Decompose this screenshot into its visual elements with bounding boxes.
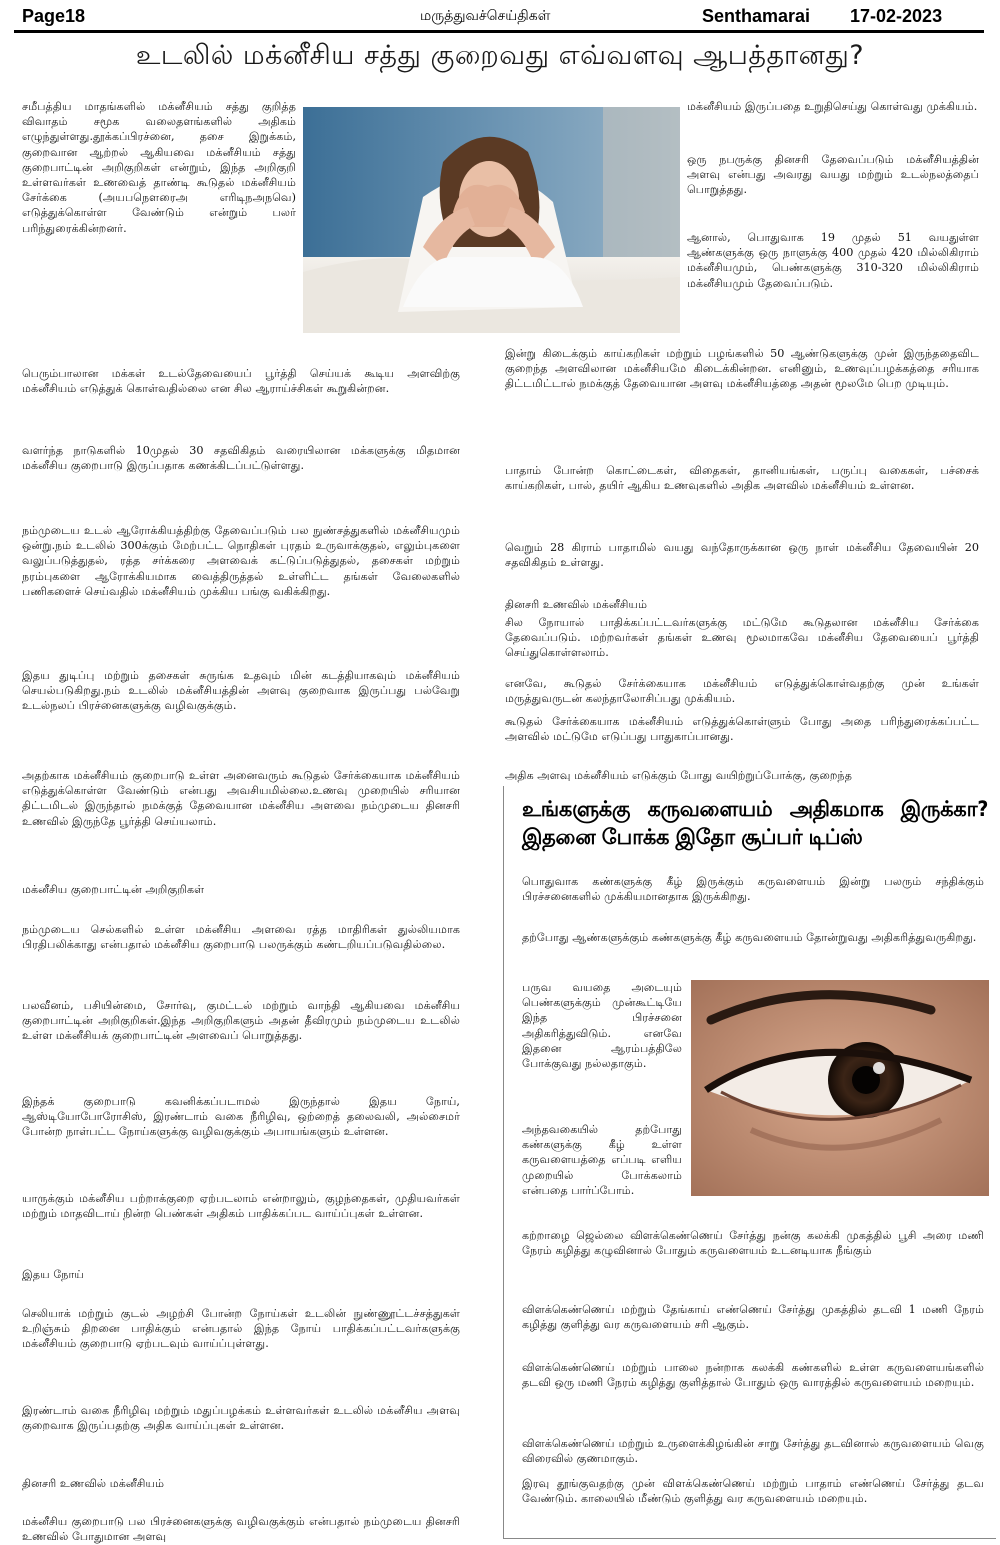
issue-date: 17-02-2023 xyxy=(850,6,943,26)
left-para-13: மக்னீசிய குறைபாடு பல பிரச்னைகளுக்கு வழிவகுக்கும் என்பதால் நம்முடைய தினசரி உணவில் போதுமான அளவு xyxy=(22,1515,460,1544)
sidebar-tip-4: விளக்கெண்ணெய் மற்றும் உருளைக்கிழங்கின் சாறு சேர்த்து தடவினால் கருவளையம் வெகு விரைவில் குணமாகும். xyxy=(522,1437,984,1466)
left-para-2: பெரும்பாலான மக்கள் உடல்தேவையைப் பூர்த்தி செய்யக் கூடிய அளவிற்கு மக்னீசியம் எடுத்துக் கொள்வதில்லை என சில ஆராய்ச்சிகள் கூறுகின்றன. xyxy=(22,367,460,396)
section-name: மருத்துவச்செய்திகள் xyxy=(420,8,551,24)
right-top-para-1: மக்னீசியம் இருப்பதை உறுதிசெய்து கொள்வது முக்கியம். xyxy=(687,100,978,113)
eye-photo xyxy=(691,980,989,1196)
left-para-9: இந்தக் குறைபாடு கவனிக்கப்படாமல் இருந்தால் இதய நோய், ஆஸ்டியோபோரோசிஸ், இரண்டாம் வகை நீரிழிவு, ஒற்றைத் தலைவலி, அல்சைமர் போன்ற நாள்பட்ட நோய்களுக்கு வழிவகுக்கும் அபாயங்களும் உள்ளன. xyxy=(22,1095,460,1139)
right-top-para-3: ஆனால், பொதுவாக 19 முதல் 51 வயதுள்ள ஆண்களுக்கு ஒரு நாளுக்கு 400 முதல் 420 மில்லிகிராம் மக்னீசியமும், பெண்களுக்கு 310-320 மில்லிகிராம் மக்னீசியமும் தேவைப்படும். xyxy=(687,231,979,290)
left-para-6: அதற்காக மக்னீசியம் குறைபாடு உள்ள அனைவரும் கூடுதல் சேர்க்கையாக மக்னீசியம் எடுத்துக்கொள்ள வேண்டும் என்பது அவசியமில்லை.உணவு முறையில் சரியான திட்டமிடல் இருந்தால் நமக்குத் தேவையான மக்னீசிய அளவை நம்முடைய தினசரி உணவில் இருந்தே பூர்த்தி செய்யலாம். xyxy=(22,769,460,828)
right-para-1: இன்று கிடைக்கும் காய்கறிகள் மற்றும் பழங்களில் 50 ஆண்டுகளுக்கு முன் இருந்ததைவிட குறைந்த அளவிலான மக்னீசியமே கிடைக்கின்றன. எனினும், உணவுப்பழக்கத்தை சரியாக திட்டமிட்டால் நமக்குத் தேவையான அளவு மக்னீசியத்தை அதன் மூலமே பெற முடியும். xyxy=(505,347,979,391)
page-header xyxy=(0,0,1000,34)
left-subhead-daily: தினசரி உணவில் மக்னீசியம் xyxy=(22,1477,165,1490)
article-headline: உடலில் மக்னீசிய சத்து குறைவது எவ்வளவு ஆபத்தானது? xyxy=(135,40,865,71)
sidebar-beside-2: அந்தவகையில் தற்போது கண்களுக்கு கீழ் உள்ள கருவளையத்தை எப்படி எளிய முறையில் போக்கலாம் என்பதை பார்ப்போம். xyxy=(522,1123,682,1197)
left-para-4: நம்முடைய உடல் ஆரோக்கியத்திற்கு தேவைப்படும் பல நுண்சத்துகளில் மக்னீசியமும் ஒன்று.நம் உடலில் 300க்கும் மேற்பட்ட நொதிகள் புரதம் உருவாக்குதல், எலும்புகளை வலுப்படுத்துதல், ரத்த சர்க்கரை அளவைக் கட்டுப்படுத்துதல், தசைகள் மற்றும் நரம்புகளை ஆரோக்கியமாக வைத்திருத்தல் உள்ளிட்ட தங்கள் வேலைகளில் பணிகளைச் செய்வதில் மக்னீசியம் முக்கிய பங்கு வகிக்கிறது. xyxy=(22,524,460,598)
right-para-6: கூடுதல் சேர்க்கையாக மக்னீசியம் எடுத்துக்கொள்ளும் போது அதை பரிந்துரைக்கப்பட்ட அளவில் மட்டுமே எடுப்பது பாதுகாப்பானது. xyxy=(505,715,979,744)
right-subhead-daily: தினசரி உணவில் மக்னீசியம் xyxy=(505,598,648,611)
left-para-10: யாருக்கும் மக்னீசிய பற்றாக்குறை ஏற்படலாம் என்றாலும், குழந்தைகள், முதியவர்கள் மற்றும் மாதவிடாய் நின்ற பெண்கள் அதிகம் பாதிக்கப்பட வாய்ப்புகள் உள்ளன. xyxy=(22,1192,460,1221)
woman-photo xyxy=(303,107,680,333)
sidebar-intro-1: பொதுவாக கண்களுக்கு கீழ் இருக்கும் கருவளையம் இன்று பலரும் சந்திக்கும் பிரச்சனைகளில் முக்கியமானதாக இருக்கிறது. xyxy=(522,875,984,904)
right-para-5: எனவே, கூடுதல் சேர்க்கையாக மக்னீசியம் எடுத்துக்கொள்வதற்கு முன் உங்கள் மருத்துவருடன் கலந்தாலோசிப்பது முக்கியம். xyxy=(505,677,979,706)
sidebar-tip-5: இரவு தூங்குவதற்கு முன் விளக்கெண்ணெய் மற்றும் பாதாம் எண்ணெய் சேர்த்து தடவ வேண்டும். காலையில் மீண்டும் குளித்து வர கருவளையம் மறையும். xyxy=(522,1477,984,1506)
right-para-2: பாதாம் போன்ற கொட்டைகள், விதைகள், தானியங்கள், பருப்பு வகைகள், பச்சைக் காய்கறிகள், பால், தயிர் ஆகிய உணவுகளில் அதிக அளவில் மக்னீசியம் உள்ளன. xyxy=(505,464,979,493)
sidebar-headline: உங்களுக்கு கருவளையம் அதிகமாக இருக்கா? இதனை போக்க இதோ சூப்பர் டிப்ஸ் xyxy=(522,797,988,849)
right-para-7: அதிக அளவு மக்னீசியம் எடுக்கும் போது வயிற்றுப்போக்கு, குறைந்த xyxy=(505,769,852,782)
left-subhead-heart: இதய நோய் xyxy=(22,1268,84,1281)
left-para-8: பலவீனம், பசியின்மை, சோர்வு, குமட்டல் மற்றும் வாந்தி ஆகியவை மக்னீசிய குறைபாட்டின் அறிகுறிகள்.இந்த அறிகுறிகளும் அதன் தீவிரமும் நம்முடைய உடலில் உள்ள மக்னீசியக் குறைபாட்டின் அளவைப் பொறுத்தது. xyxy=(22,999,460,1043)
left-para-3: வளர்ந்த நாடுகளில் 10முதல் 30 சதவிகிதம் வரையிலான மக்களுக்கு மிதமான மக்னீசிய குறைபாடு இருப்பதாக கணக்கிடப்பட்டுள்ளது. xyxy=(22,444,460,473)
newspaper-name: Senthamarai xyxy=(702,6,811,26)
header-rule xyxy=(14,30,984,33)
page-number: Page18 xyxy=(22,6,86,26)
left-para-12: இரண்டாம் வகை நீரிழிவு மற்றும் மதுப்பழக்கம் உள்ளவர்கள் உடலில் மக்னீசிய அளவு குறைவாக இருப்பதற்கு அதிக வாய்ப்புகள் உள்ளன. xyxy=(22,1404,460,1433)
sidebar-tip-2: விளக்கெண்ணெய் மற்றும் தேங்காய் எண்ணெய் சேர்த்து முகத்தில் தடவி 1 மணி நேரம் கழித்து குளித்து வர கருவளையம் சரி ஆகும். xyxy=(522,1303,984,1332)
left-para-5: இதய துடிப்பு மற்றும் தசைகள் சுருங்க உதவும் மின் கடத்தியாகவும் மக்னீசியம் செயல்படுகிறது.நம் உடலில் மக்னீசியத்தின் அளவு குறைவாக இருப்பது பல்வேறு உடல்நலப் பிரச்னைகளுக்கு வழிவகுக்கும். xyxy=(22,669,460,713)
sidebar-intro-2: தற்போது ஆண்களுக்கும் கண்களுக்கு கீழ் கருவளையம் தோன்றுவது அதிகரித்துவருகிறது. xyxy=(522,931,977,944)
right-para-4: சில நோயால் பாதிக்கப்பட்டவர்களுக்கு மட்டுமே கூடுதலான மக்னீசிய சேர்க்கை தேவைப்படும். மற்றவர்கள் தங்கள் உணவு மூலமாகவே மக்னீசிய தேவையைப் பூர்த்தி செய்துகொள்ளலாம். xyxy=(505,616,979,660)
right-top-para-2: ஒரு நபருக்கு தினசரி தேவைப்படும் மக்னீசியத்தின் அளவு என்பது அவரது வயது மற்றும் உடல்நலத்தைப் பொறுத்தது. xyxy=(687,153,979,197)
sidebar-tip-1: கற்றாழை ஜெல்லை விளக்கெண்ணெய் சேர்த்து நன்கு கலக்கி முகத்தில் பூசி அரை மணி நேரம் கழித்து கழுவினால் போதும் கருவளையம் உடனடியாக நீங்கும் xyxy=(522,1229,984,1258)
left-para-1: சமீபத்திய மாதங்களில் மக்னீசியம் சத்து குறித்த விவாதம் சமூக வலைதளங்களில் அதிகம் எழுந்துள்ளது.தூக்கப்பிரச்னை, தசை இறுக்கம், குறைவான ஆற்றல் ஆகியவை மக்னீசியம் சத்து குறைபாட்டின் அறிகுறிகள் என்றும், இந்த அறிகுறி உள்ளவர்கள் உணவைத் தாண்டி கூடுதல் மக்னீசியம் சேர்க்கை (அயபநௌரைஅ எரிடிநஅநவெ) எடுத்துக்கொள்ள வேண்டும் என்றும் பலர் பரிந்துரைக்கின்றனர். xyxy=(22,100,296,235)
sidebar-beside-1: பருவ வயதை அடையும் பெண்களுக்கும் முன்கூட்டியே இந்த பிரச்சனை அதிகரித்துவிடும். எனவே இதனை ஆரம்பத்திலே போக்குவது நல்லதாகும். xyxy=(522,981,682,1071)
left-para-7: நம்முடைய செல்களில் உள்ள மக்னீசிய அளவை ரத்த மாதிரிகள் துல்லியமாக பிரதிபலிக்காது என்பதால் மக்னீசிய குறைபாடு பலருக்கும் கண்டறியப்படுவதில்லை. xyxy=(22,923,460,952)
sidebar-tip-3: விளக்கெண்ணெய் மற்றும் பாலை நன்றாக கலக்கி கண்களில் உள்ள கருவளையங்களில் தடவி ஒரு மணி நேரம் கழித்து குளித்தால் போதும் ஒரு வாரத்தில் கருவளையம் மறையும். xyxy=(522,1361,984,1390)
left-para-11: செலியாக் மற்றும் குடல் அழற்சி போன்ற நோய்கள் உடலின் நுண்ணூட்டச்சத்துகள் உறிஞ்சும் திறனை பாதிக்கும் என்பதால் இந்த நோய் பாதிக்கப்பட்டவர்களுக்கு மக்னீசியம் குறைபாடு ஏற்படவும் வாய்ப்புள்ளது. xyxy=(22,1307,460,1351)
left-subhead-symptoms: மக்னீசிய குறைபாட்டின் அறிகுறிகள் xyxy=(22,883,205,896)
right-para-3: வெறும் 28 கிராம் பாதாமில் வயது வந்தோருக்கான ஒரு நாள் மக்னீசிய தேவையின் 20 சதவிகிதம் உள்ளது. xyxy=(505,541,979,570)
